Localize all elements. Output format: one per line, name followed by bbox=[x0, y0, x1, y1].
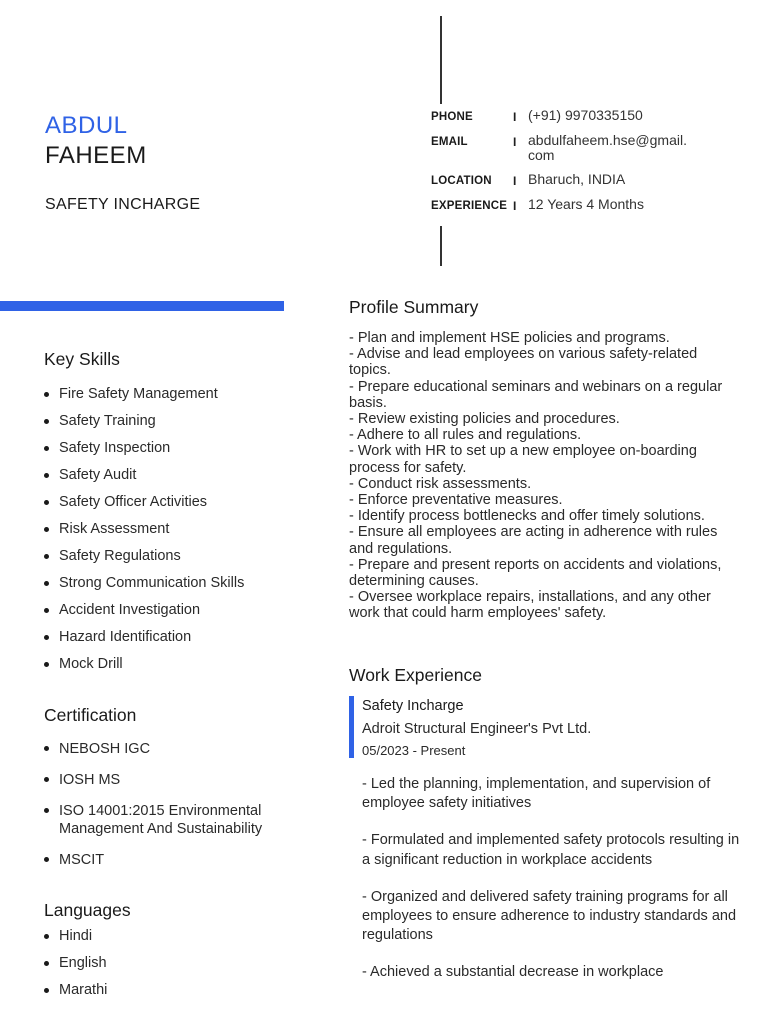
list-item: Risk Assessment bbox=[44, 521, 304, 548]
list-item: Hindi bbox=[44, 928, 304, 955]
list-item: Safety Officer Activities bbox=[44, 494, 304, 521]
profile-summary-heading: Profile Summary bbox=[349, 297, 479, 317]
summary-line: - Review existing policies and procedures. bbox=[349, 411, 620, 428]
company-name: Adroit Structural Engineer's Pvt Ltd. bbox=[362, 721, 592, 737]
experience-point: - Led the planning, implementation, and supervision of employee safety initiatives bbox=[362, 776, 711, 812]
job-dates: 05/2023 - Present bbox=[362, 743, 466, 758]
contact-label: EMAIL bbox=[431, 136, 468, 148]
job-title: SAFETY INCHARGE bbox=[45, 196, 201, 213]
list-item: Fire Safety Management bbox=[44, 386, 304, 413]
contact-label: LOCATION bbox=[431, 175, 492, 187]
experience-points bbox=[362, 775, 742, 1001]
experience-accent-bar bbox=[349, 696, 354, 758]
summary-line: - Conduct risk assessments. bbox=[349, 475, 532, 492]
contact-separator: I bbox=[513, 199, 517, 213]
divider-line-bottom bbox=[440, 226, 442, 266]
list-item: Safety Audit bbox=[44, 467, 304, 494]
work-experience-heading: Work Experience bbox=[349, 665, 482, 685]
list-item: Accident Investigation bbox=[44, 602, 304, 629]
contact-value: abdulfaheem.hse@gmail. com bbox=[528, 132, 687, 163]
list-item: Safety Regulations bbox=[44, 548, 304, 575]
list-item: MSCIT bbox=[44, 851, 304, 869]
summary-line: - Identify process bottlenecks and offer timely solutions. bbox=[349, 508, 705, 525]
list-item: NEBOSH IGC bbox=[44, 740, 304, 758]
contact-location bbox=[431, 172, 751, 188]
first-name: ABDUL bbox=[45, 112, 128, 139]
list-item: Marathi bbox=[44, 982, 304, 1009]
languages-list bbox=[44, 928, 304, 1009]
contact-phone bbox=[431, 108, 751, 124]
experience-point: - Achieved a substantial decrease in workplace bbox=[362, 964, 664, 981]
list-item: Strong Communication Skills bbox=[44, 575, 304, 602]
contact-label: PHONE bbox=[431, 111, 473, 123]
list-item: ISO 14001:2015 Environmental Management And Sustainability bbox=[44, 802, 304, 838]
list-item: Hazard Identification bbox=[44, 629, 304, 656]
profile-summary-text bbox=[349, 330, 741, 622]
contact-email bbox=[431, 133, 751, 163]
key-skills-heading: Key Skills bbox=[44, 349, 120, 369]
experience-point: - Formulated and implemented safety protocols resulting in a significant reduction in workplace accidents bbox=[362, 832, 740, 868]
key-skills-list bbox=[44, 386, 304, 683]
list-item: Mock Drill bbox=[44, 656, 304, 683]
contact-label: EXPERIENCE bbox=[431, 200, 508, 212]
summary-line: - Advise and lead employees on various safety-related topics. bbox=[349, 346, 698, 379]
summary-line: - Adhere to all rules and regulations. bbox=[349, 427, 582, 444]
contact-value: Bharuch, INDIA bbox=[528, 171, 626, 187]
languages-heading: Languages bbox=[44, 900, 131, 920]
summary-line: - Prepare educational seminars and webinars on a regular basis. bbox=[349, 378, 723, 411]
contact-separator: I bbox=[513, 135, 517, 149]
summary-line: - Enforce preventative measures. bbox=[349, 492, 563, 509]
list-item: English bbox=[44, 955, 304, 982]
contact-value: (+91) 9970335150 bbox=[528, 107, 643, 123]
list-item: Safety Inspection bbox=[44, 440, 304, 467]
divider-line-top bbox=[440, 16, 442, 104]
accent-bar bbox=[0, 301, 284, 311]
list-item: Safety Training bbox=[44, 413, 304, 440]
contact-experience bbox=[431, 197, 751, 213]
summary-line: - Ensure all employees are acting in adherence with rules and regulations. bbox=[349, 524, 718, 557]
contact-value: 12 Years 4 Months bbox=[528, 196, 644, 212]
contact-separator: I bbox=[513, 174, 517, 188]
contact-separator: I bbox=[513, 110, 517, 124]
summary-line: - Oversee workplace repairs, installations, and any other work that could harm employees' safety. bbox=[349, 589, 711, 622]
summary-line: - Prepare and present reports on accidents and violations, determining causes. bbox=[349, 556, 722, 590]
experience-point: - Organized and delivered safety training programs for all employees to ensure adherence to industry standards and regulations bbox=[362, 888, 737, 944]
certification-list bbox=[44, 740, 304, 882]
list-item: IOSH MS bbox=[44, 771, 304, 789]
summary-line: - Work with HR to set up a new employee on-boarding process for safety. bbox=[349, 443, 697, 476]
job-role: Safety Incharge bbox=[362, 698, 464, 714]
certification-heading: Certification bbox=[44, 705, 137, 725]
summary-line: - Plan and implement HSE policies and programs. bbox=[349, 330, 670, 346]
contact-details bbox=[431, 108, 751, 222]
last-name: FAHEEM bbox=[45, 142, 147, 169]
